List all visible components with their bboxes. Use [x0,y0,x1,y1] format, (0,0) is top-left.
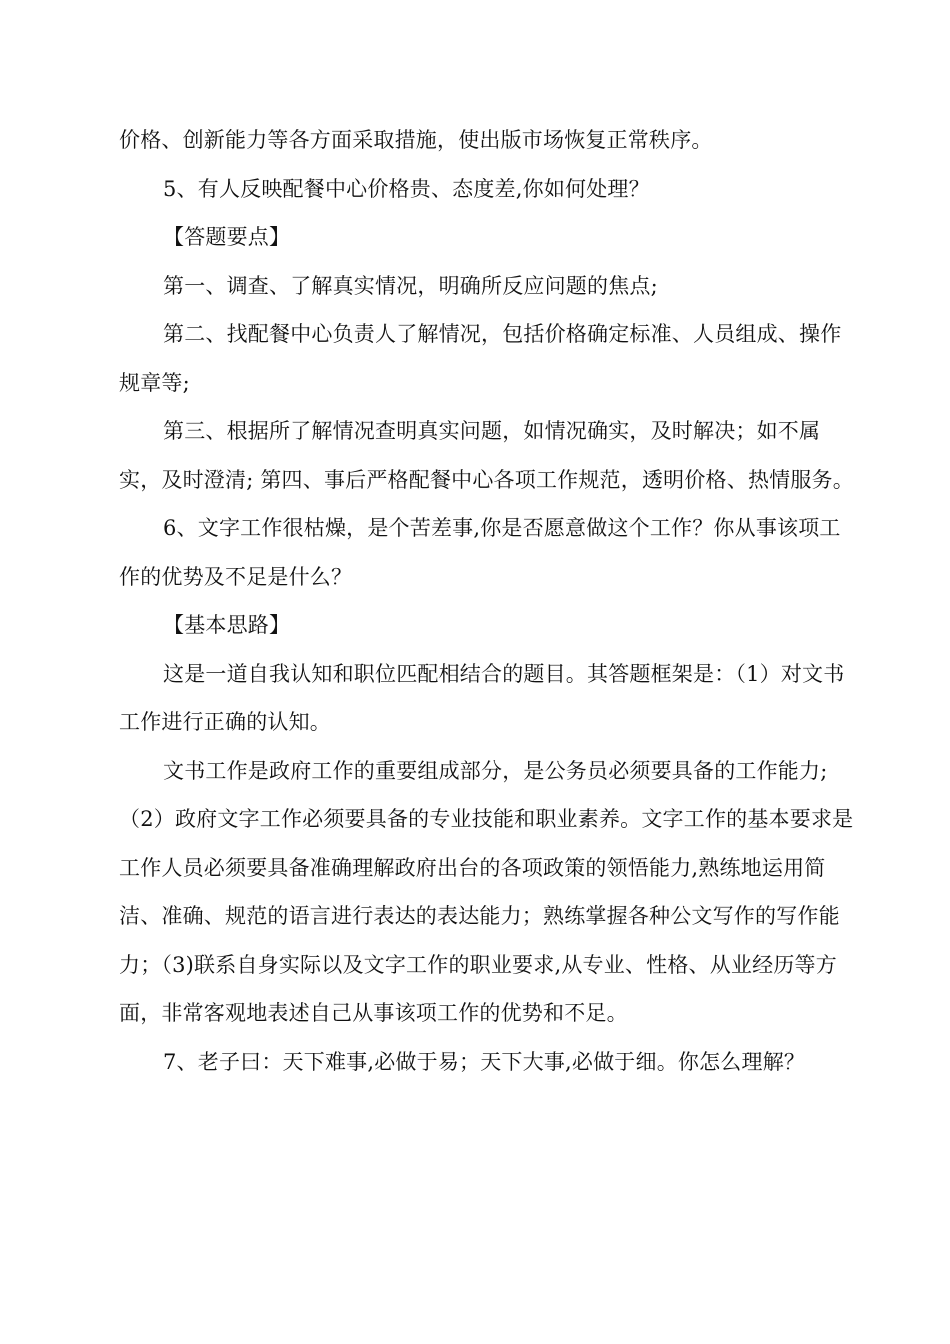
question-5: 5、有人反映配餐中心价格贵、态度差,你如何处理？ [163,176,650,201]
question-7: 7、老子曰：天下难事,必做于易；天下大事,必做于细。你怎么理解？ [163,1049,806,1074]
answer-framework: 这是一道自我认知和职位匹配相结合的题目。其答题框架是：（1）对文书工作进行正确的认知。 [119,661,845,734]
answer-heading-6: 【基本思路】 [163,613,291,637]
answer-point-1: 第一、调查、了解真实情况，明确所反应问题的焦点; [163,273,658,298]
paragraph-continuation: 价格、创新能力等各方面采取措施，使出版市场恢复正常秩序。 [119,128,713,152]
answer-point-2: 第二、找配餐中心负责人了解情况，包括价格确定标准、人员组成、操作规章等; [119,322,842,395]
answer-detail: 文书工作是政府工作的重要组成部分，是公务员必须要具备的工作能力;（2）政府文字工作必须要具备的专业技能和职业素养。文字工作的基本要求是工作人员必须要具备准确理解政府出台的各项政策的领悟能力,熟练地运用简洁、准确、规范的语言进行表达的表达能力；熟练掌握各种公文写作的写作能力；（3)联系自身实际以及文字工作的职业要求,从专业、性格、从业经历等方面，非常客观地表述自己从事该项工作的优势和不足。 [119,758,854,1025]
answer-heading-5: 【答题要点】 [163,225,291,249]
document-body [119,116,854,1086]
question-6: 6、文字工作很枯燥，是个苦差事,你是否愿意做这个工作？你从事该项工作的优势及不足是什么？ [119,516,841,589]
answer-point-3-4: 第三、根据所了解情况查明真实问题，如情况确实，及时解决；如不属实，及时澄清; 第四、事后严格配餐中心各项工作规范，透明价格、热情服务。 [119,419,854,492]
